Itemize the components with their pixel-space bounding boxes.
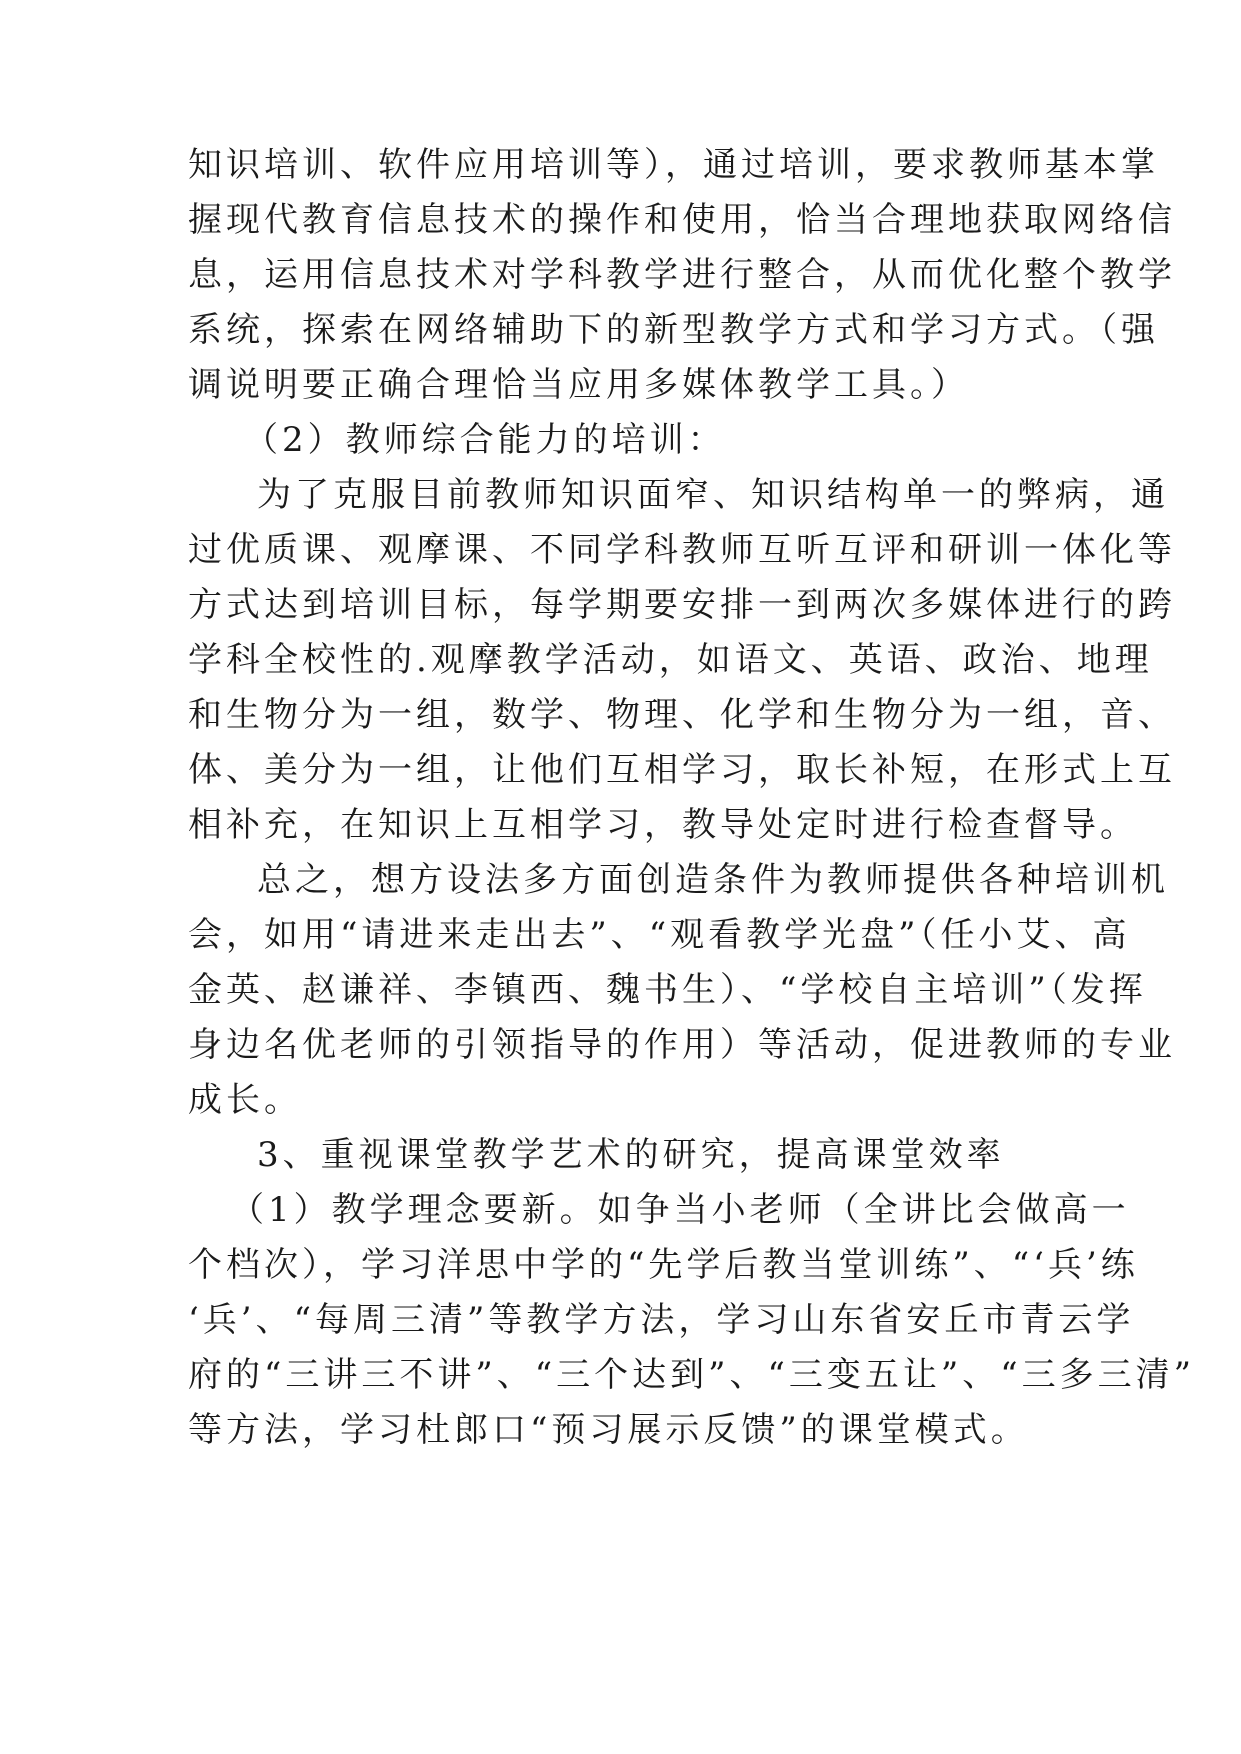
paragraph-start: 为了克服目前教师知识面窄、知识结构单一的弊病，通 bbox=[257, 475, 1169, 515]
section-heading: 3、重视课堂教学艺术的研究，提高课堂效率 bbox=[257, 1135, 1005, 1175]
text-line: 等方法，学习杜郎口“预习展示反馈”的课堂模式。 bbox=[188, 1410, 1029, 1450]
text-line: 知识培训、软件应用培训等），通过培训，要求教师基本掌 bbox=[188, 145, 1159, 185]
text-line: 系统，探索在网络辅助下的新型教学方式和学习方式。（强 bbox=[188, 310, 1159, 350]
text-line: 府的“三讲三不讲”、“三个达到”、“三变五让”、“三多三清” bbox=[188, 1355, 1196, 1395]
text-line: 方式达到培训目标，每学期要安排一到两次多媒体进行的跨 bbox=[188, 585, 1176, 625]
text-line: 体、美分为一组，让他们互相学习，取长补短，在形式上互 bbox=[188, 750, 1176, 790]
text-line: 成长。 bbox=[188, 1080, 302, 1120]
paragraph-start: （1）教学理念要新。如争当小老师（全讲比会做高一 bbox=[230, 1190, 1130, 1230]
text-line: 调说明要正确合理恰当应用多媒体教学工具。） bbox=[188, 365, 969, 405]
text-line: 息，运用信息技术对学科教学进行整合，从而优化整个教学 bbox=[188, 255, 1176, 295]
text-line: 和生物分为一组，数学、物理、化学和生物分为一组，音、 bbox=[188, 695, 1176, 735]
text-line: 身边名优老师的引领指导的作用）等活动，促进教师的专业 bbox=[188, 1025, 1176, 1065]
text-line: 个档次），学习洋思中学的“先学后教当堂训练”、“‘兵’练 bbox=[188, 1245, 1139, 1285]
paragraph-start: 总之，想方设法多方面创造条件为教师提供各种培训机 bbox=[257, 860, 1169, 900]
text-line: 学科全校性的.观摩教学活动，如语文、英语、政治、地理 bbox=[188, 640, 1153, 680]
text-line: 握现代教育信息技术的操作和使用，恰当合理地获取网络信 bbox=[188, 200, 1176, 240]
section-heading: （2）教师综合能力的培训： bbox=[244, 420, 726, 460]
text-line: 相补充，在知识上互相学习，教导处定时进行检查督导。 bbox=[188, 805, 1138, 845]
text-line: 过优质课、观摩课、不同学科教师互听互评和研训一体化等 bbox=[188, 530, 1176, 570]
text-line: 会，如用“请进来走出去”、“观看教学光盘”（任小艾、高 bbox=[188, 915, 1131, 955]
text-line: ‘兵’、“每周三清”等教学方法，学习山东省安丘市青云学 bbox=[188, 1300, 1135, 1340]
text-line: 金英、赵谦祥、李镇西、魏书生）、“学校自主培训”（发挥 bbox=[188, 970, 1147, 1010]
